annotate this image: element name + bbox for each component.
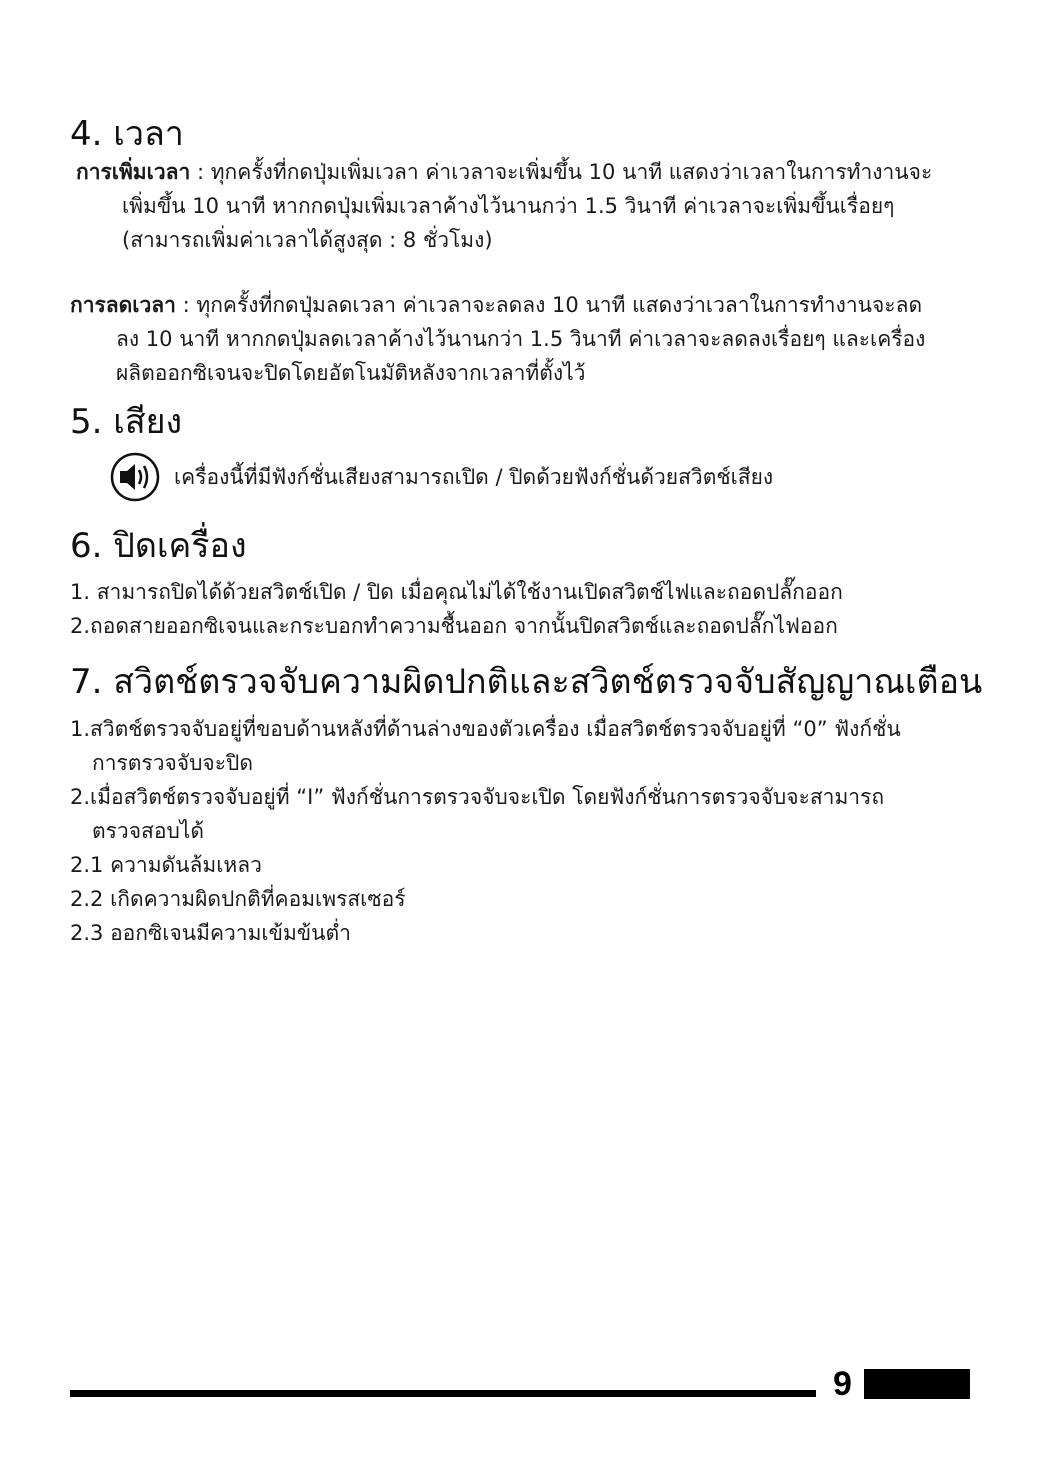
list-item: 2.เมื่อสวิตช์ตรวจจับอยู่ที่ “I” ฟังก์ชั่นการตรวจจับจะเปิด โดยฟังก์ชั่นการตรวจจับจะสามารถ (70, 785, 885, 809)
time-increase-label: การเพิ่มเวลา (76, 160, 191, 184)
shutdown-list (70, 575, 843, 643)
list-item: 1.สวิตช์ตรวจจับอยู่ที่ขอบด้านหลังที่ด้านล่างของตัวเครื่อง เมื่อสวิตช์ตรวจจับอยู่ที่ “0” ฟังก์ชั่น (70, 717, 901, 741)
time-decrease-paragraph (70, 288, 925, 390)
list-item: 2.ถอดสายออกซิเจนและกระบอกทำความชื้นออก จากนั้นปิดสวิตช์และถอดปลั๊กไฟออก (70, 614, 838, 638)
list-item: 2.1 ความดันล้มเหลว (70, 853, 262, 877)
list-item: 1. สามารถปิดได้ด้วยสวิตช์เปิด / ปิด เมื่อคุณไม่ได้ใช้งานเปิดสวิตช์ไฟและถอดปลั๊กออก (70, 580, 843, 604)
page-number: 9 (833, 1365, 852, 1403)
footer-rule (70, 1390, 816, 1397)
time-increase-line-3: (สามารถเพิ่มค่าเวลาได้สูงสุด : 8 ชั่วโมง) (122, 228, 493, 252)
section-heading-switches: 7. สวิตช์ตรวจจับความผิดปกติและสวิตช์ตรวจจับสัญญาณเตือน (70, 662, 983, 702)
sound-description: เครื่องนี้ที่มีฟังก์ชั่นเสียงสามารถเปิด / ปิดด้วยฟังก์ชั่นด้วยสวิตช์เสียง (174, 464, 774, 489)
list-item-continuation: ตรวจสอบได้ (92, 819, 204, 843)
section-heading-time: 4. เวลา (70, 114, 184, 154)
time-decrease-line-3: ผลิตออกซิเจนจะปิดโดยอัตโนมัติหลังจากเวลาที่ตั้งไว้ (116, 361, 586, 385)
speaker-icon (108, 452, 162, 502)
list-item: 2.3 ออกซิเจนมีความเข้มข้นต่ำ (70, 921, 351, 945)
time-decrease-line-1: : ทุกครั้งที่กดปุ่มลดเวลา ค่าเวลาจะลดลง 10 นาที แสดงว่าเวลาในการทำงานจะลด (175, 293, 923, 317)
list-item-continuation: การตรวจจับจะปิด (92, 751, 253, 775)
list-item: 2.2 เกิดความผิดปกติที่คอมเพรสเซอร์ (70, 887, 406, 911)
sound-row (108, 452, 773, 502)
switches-list (70, 712, 901, 950)
time-decrease-line-2: ลง 10 นาที หากกดปุ่มลดเวลาค้างไว้นานกว่า 1.5 วินาที ค่าเวลาจะลดลงเรื่อยๆ และเครื่อง (116, 327, 926, 351)
time-increase-paragraph (76, 155, 932, 257)
section-heading-shutdown: 6. ปิดเครื่อง (70, 526, 247, 566)
time-increase-line-2: เพิ่มขึ้น 10 นาที หากกดปุ่มเพิ่มเวลาค้างไว้นานกว่า 1.5 วินาที ค่าเวลาจะเพิ่มขึ้นเรื่อยๆ (122, 194, 895, 218)
section-heading-sound: 5. เสียง (70, 402, 183, 442)
page-number-bar (864, 1369, 970, 1399)
time-decrease-label: การลดเวลา (70, 293, 176, 317)
time-increase-line-1: : ทุกครั้งที่กดปุ่มเพิ่มเวลา ค่าเวลาจะเพิ่มขึ้น 10 นาที แสดงว่าเวลาในการทำงานจะ (190, 160, 933, 184)
